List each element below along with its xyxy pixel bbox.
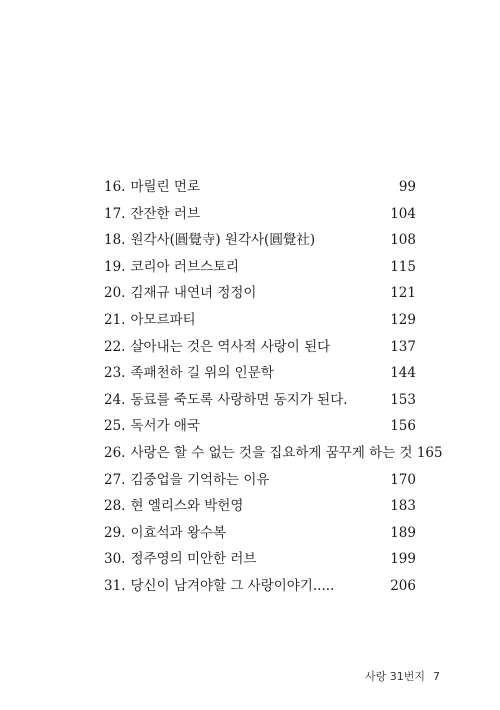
toc-entry-page: 129 [390, 311, 416, 328]
page-number: 7 [433, 670, 440, 683]
toc-entry-heading [104, 522, 226, 544]
toc-entry-title: 족패천하 길 위의 인문학 [130, 365, 274, 382]
toc-entry [104, 469, 416, 496]
toc-entry-heading [104, 176, 200, 198]
toc-entry-title: 독서가 애국 [130, 418, 200, 435]
toc-entry-number: 23. [104, 365, 126, 382]
toc-entry-title: 아모르파티 [130, 311, 196, 328]
toc-entry-number: 30. [104, 551, 126, 568]
toc-entry-heading [104, 362, 274, 384]
toc-entry-heading [104, 203, 200, 225]
toc-entry-page: 199 [390, 551, 416, 568]
toc-entry-heading [104, 469, 269, 491]
toc-entry-title: 김중업을 기억하는 이유 [130, 471, 270, 488]
toc-entry-number: 26. [104, 444, 126, 461]
toc-entry-heading [104, 575, 334, 597]
toc-entry-page: 144 [390, 365, 416, 382]
toc-entry-number: 19. [104, 258, 126, 275]
toc-entry [104, 229, 416, 256]
toc-entry-number: 31. [104, 577, 126, 594]
toc-entry-page: 183 [390, 498, 416, 515]
toc-entry [104, 309, 416, 336]
toc-entry-page: 156 [390, 418, 416, 435]
toc-entry-heading [104, 309, 196, 331]
toc-entry-number: 24. [104, 391, 126, 408]
toc-entry-heading [104, 442, 413, 464]
toc-entry-heading [104, 282, 256, 304]
toc-entry-page: 170 [390, 471, 416, 488]
toc-entry-number: 16. [104, 179, 126, 195]
toc-entry-page: 137 [390, 338, 416, 355]
toc-entry-number: 25. [104, 418, 126, 435]
toc-entry [104, 522, 416, 549]
toc-entry [104, 362, 416, 389]
toc-entry [104, 495, 416, 522]
toc-entry-number: 20. [104, 285, 126, 302]
toc-entry [104, 575, 416, 602]
toc-entry-heading [104, 495, 243, 517]
toc-entry-title: 김재규 내연녀 정정이 [130, 285, 257, 302]
toc-entry-page: 165 [416, 444, 443, 461]
toc-entry-page: 121 [390, 285, 416, 302]
toc-entry [104, 176, 416, 203]
toc-entry-title: 잔잔한 러브 [130, 205, 200, 222]
toc-entry-page: 99 [398, 179, 416, 195]
toc-entry [104, 548, 416, 575]
toc-entry [104, 442, 443, 469]
toc-entry-number: 29. [104, 524, 126, 541]
toc-entry-heading [104, 256, 239, 278]
toc-entry-number: 18. [104, 232, 126, 249]
toc-entry-title: 현 엘리스와 박헌영 [130, 498, 244, 515]
toc-entry-number: 17. [104, 205, 126, 222]
toc-entry-page: 115 [390, 258, 416, 275]
toc-entry-title: 원각사(圓覺寺) 원각사(圓覺社) [130, 232, 316, 249]
toc-entry [104, 256, 416, 283]
toc-entry-heading [104, 548, 256, 570]
toc-entry-heading [104, 229, 315, 251]
table-of-contents [104, 176, 443, 602]
toc-entry-page: 206 [390, 577, 416, 594]
toc-entry-title: 코리아 러브스토리 [130, 258, 240, 275]
toc-entry-heading [104, 336, 330, 358]
toc-entry-page: 104 [390, 205, 416, 222]
toc-entry-number: 22. [104, 338, 126, 355]
toc-entry-page: 189 [390, 524, 416, 541]
toc-entry [104, 203, 416, 230]
toc-entry-number: 27. [104, 471, 126, 488]
toc-entry [104, 389, 416, 416]
toc-entry-heading [104, 415, 200, 437]
toc-entry [104, 282, 416, 309]
toc-entry-title: 이효석과 왕수복 [130, 524, 227, 541]
toc-entry-title: 살아내는 것은 역사적 사랑이 된다 [130, 338, 331, 355]
running-book-title: 사랑 31번지 [365, 670, 425, 683]
toc-entry-page: 153 [390, 391, 416, 408]
toc-entry-number: 21. [104, 311, 126, 328]
page-footer [365, 668, 440, 684]
toc-entry-title: 정주영의 미안한 러브 [130, 551, 257, 568]
toc-entry-heading [104, 389, 348, 411]
toc-entry-title: 마릴린 먼로 [130, 179, 200, 195]
toc-entry-page: 108 [390, 232, 416, 249]
toc-entry-number: 28. [104, 498, 126, 515]
toc-entry-title: 당신이 남겨야할 그 사랑이야기..... [130, 577, 335, 594]
toc-entry-title: 사랑은 할 수 없는 것을 집요하게 꿈꾸게 하는 것 [130, 444, 413, 461]
toc-entry [104, 336, 416, 363]
toc-entry-title: 동료를 죽도록 사랑하면 동지가 된다. [130, 391, 348, 408]
toc-entry [104, 415, 416, 442]
